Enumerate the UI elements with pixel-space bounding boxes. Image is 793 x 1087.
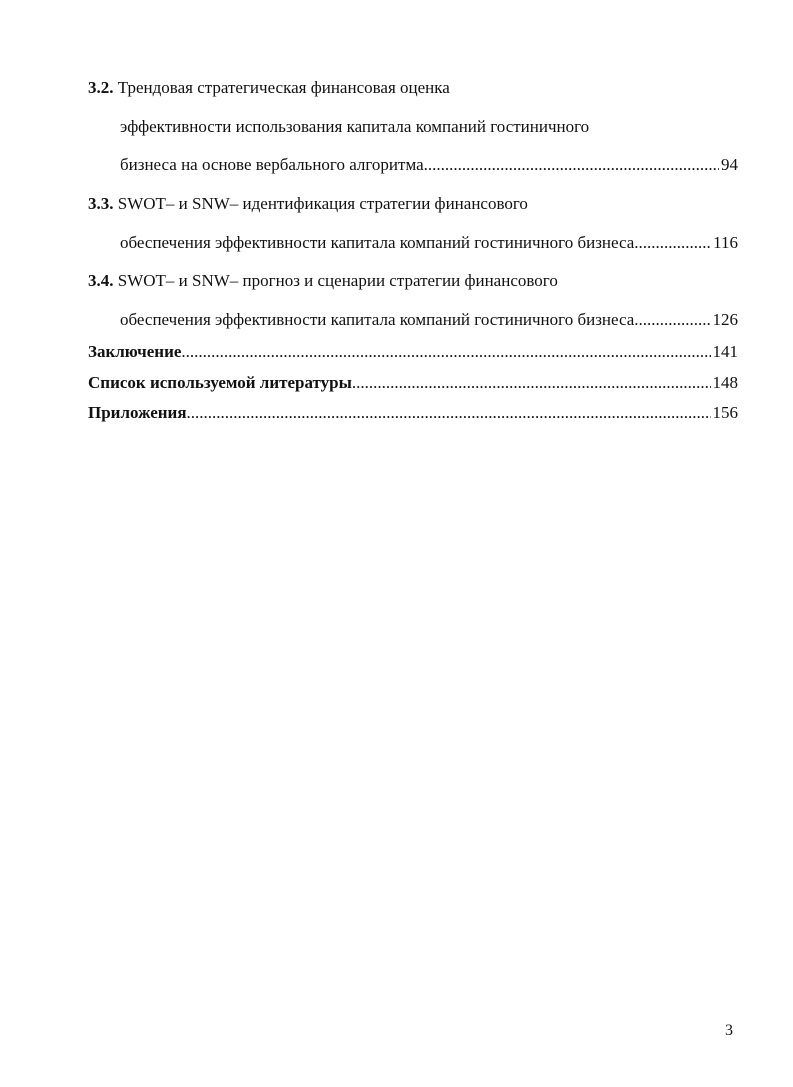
toc-entry-3-4-line-2 [120,310,738,330]
toc-entry-page: 94 [721,155,738,174]
toc-entry-page: 141 [712,342,738,361]
toc-entry-title: SWOT– и SNW– идентификация стратегии финансового [117,194,528,213]
toc-entry-3-2-line-1 [88,78,738,98]
toc-entry-title: Приложения [88,403,187,422]
page-number: 3 [725,1022,733,1039]
toc-entry-title: обеспечения эффективности капитала компаний гостиничного бизнеса [120,310,635,329]
toc-entry-3-2-line-2 [120,117,738,137]
toc-entry-number: 3.2. [88,78,114,97]
dot-leader [187,403,711,423]
toc-entry-3-3-line-2 [120,233,738,253]
toc-entry-title: эффективности использования капитала компаний гостиничного [120,117,590,136]
toc-entry-page: 126 [712,310,738,329]
toc-entry-title: Список используемой литературы [88,373,352,392]
dot-leader [181,342,710,362]
toc-entry-bibliography [88,373,738,393]
dot-leader [424,155,719,175]
toc-entry-title: Заключение [88,342,182,361]
toc-entry-page: 156 [712,403,738,422]
dot-leader [634,233,711,253]
toc-entry-title: SWOT– и SNW– прогноз и сценарии стратегии финансового [117,271,558,290]
toc-entry-3-4-line-1 [88,271,738,291]
toc-entry-title: обеспечения эффективности капитала компаний гостиничного бизнеса [120,233,635,252]
toc-entry-number: 3.4. [88,271,114,290]
toc-entry-title: Трендовая стратегическая финансовая оценка [117,78,450,97]
toc-entry-number: 3.3. [88,194,114,213]
toc-entry-title: бизнеса на основе вербального алгоритма [120,155,424,174]
toc-entry-page: 116 [713,233,738,252]
toc-entry-appendices [88,403,738,423]
dot-leader [352,373,711,393]
dot-leader [634,310,710,330]
toc-entry-3-3-line-1 [88,194,738,214]
toc-entry-3-2-line-3 [120,155,738,175]
toc-entry-conclusion [88,342,738,362]
toc-entry-page: 148 [712,373,738,392]
